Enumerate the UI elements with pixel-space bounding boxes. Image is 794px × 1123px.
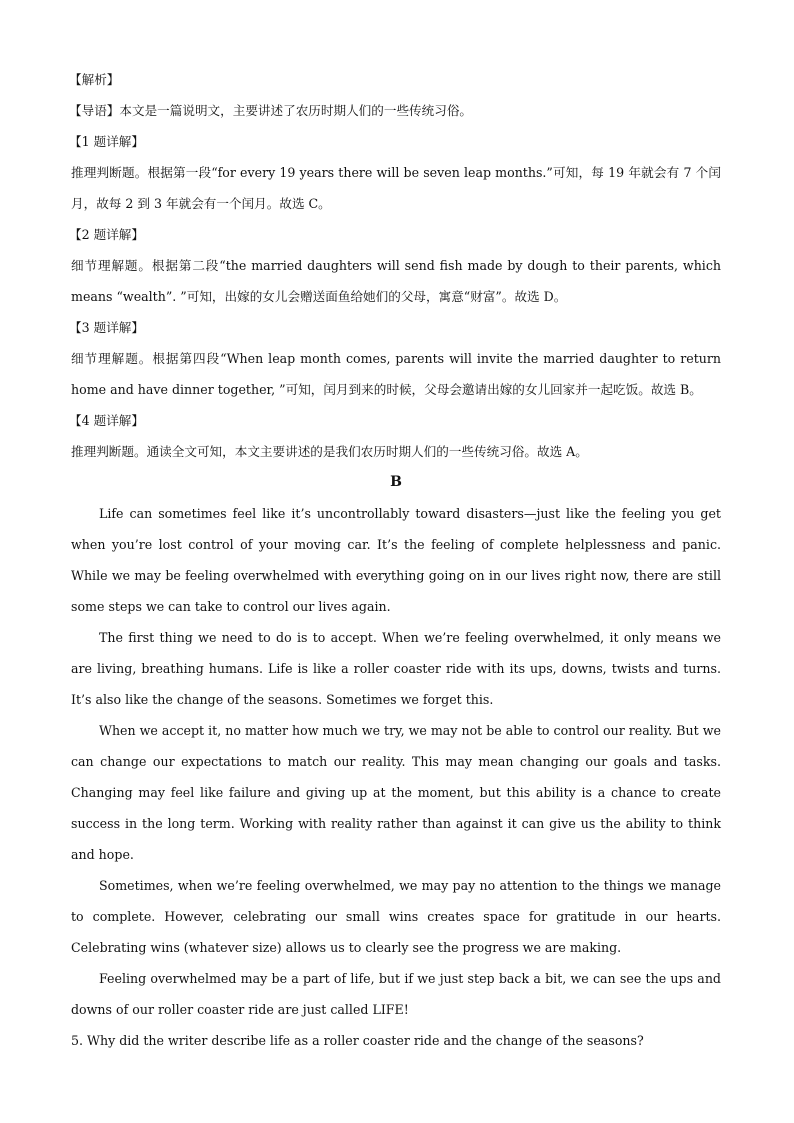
guide-text: 【导语】本文是一篇说明文，主要讲述了农历时期人们的一些传统习俗。 xyxy=(69,103,472,118)
item-4-text: 推理判断题。通读全文可知，本文主要讲述的是我们农历时期人们的一些传统习俗。故选 A。 xyxy=(71,444,588,459)
item-2-text: 细节理解题。根据第二段“the married daughters will send fish made by dough to their parents, which means “wealth”. ”可知，出嫁的女儿会赠送面鱼给她们的父母，寓意“财富”。故选 D。 xyxy=(71,258,721,304)
passage-paragraph-5: Feeling overwhelmed may be a part of life, but if we just step back a bit, we can see the ups and downs of our roller coaster ride are just called LIFE! xyxy=(71,971,721,1017)
item-1-text: 推理判断题。根据第一段“for every 19 years there will be seven leap months.”可知，每 19 年就会有 7 个闰月，故每 2 到 3 年就会有一个闰月。故选 C。 xyxy=(71,165,721,211)
item-3-text: 细节理解题。根据第四段“When leap month comes, parents will invite the married daughter to return home and have dinner together, ”可知，闰月到来的时候，父母会邀请出嫁的女儿回家并一起吃饭。故选 B。 xyxy=(71,351,721,397)
passage-paragraph-1: Life can sometimes feel like it’s uncontrollably toward disasters—just like the feeling you get when you’re lost control of your moving car. It’s the feeling of complete helplessness and panic. While we may be feeling overwhelmed with everything going on in our lives right now, there are still some steps we can take to control our lives again. xyxy=(71,506,721,614)
page-content xyxy=(71,64,721,1056)
analysis-title: 【解析】 xyxy=(69,72,120,87)
passage-paragraph-2: The first thing we need to do is to accept. When we’re feeling overwhelmed, it only means we are living, breathing humans. Life is like a roller coaster ride with its ups, downs, twists and turns. It’s also like the change of the seasons. Sometimes we forget this. xyxy=(71,630,721,707)
passage-label: B xyxy=(390,474,402,490)
question-5: 5. Why did the writer describe life as a roller coaster ride and the change of the seasons? xyxy=(71,1033,644,1048)
item-2-heading: 【2 题详解】 xyxy=(69,227,144,242)
item-3-heading: 【3 题详解】 xyxy=(69,320,144,335)
passage-paragraph-4: Sometimes, when we’re feeling overwhelmed, we may pay no attention to the things we manage to complete. However, celebrating our small wins creates space for gratitude in our hearts. Celebrating wins (whatever size) allows us to clearly see the progress we are making. xyxy=(71,878,721,955)
item-1-heading: 【1 题详解】 xyxy=(69,134,144,149)
item-4-heading: 【4 题详解】 xyxy=(69,413,144,428)
passage-paragraph-3: When we accept it, no matter how much we try, we may not be able to control our reality. But we can change our expectations to match our reality. This may mean changing our goals and tasks. Changing may feel like failure and giving up at the moment, but this ability is a chance to create success in the long term. Working with reality rather than against it can give us the ability to think and hope. xyxy=(71,723,721,862)
